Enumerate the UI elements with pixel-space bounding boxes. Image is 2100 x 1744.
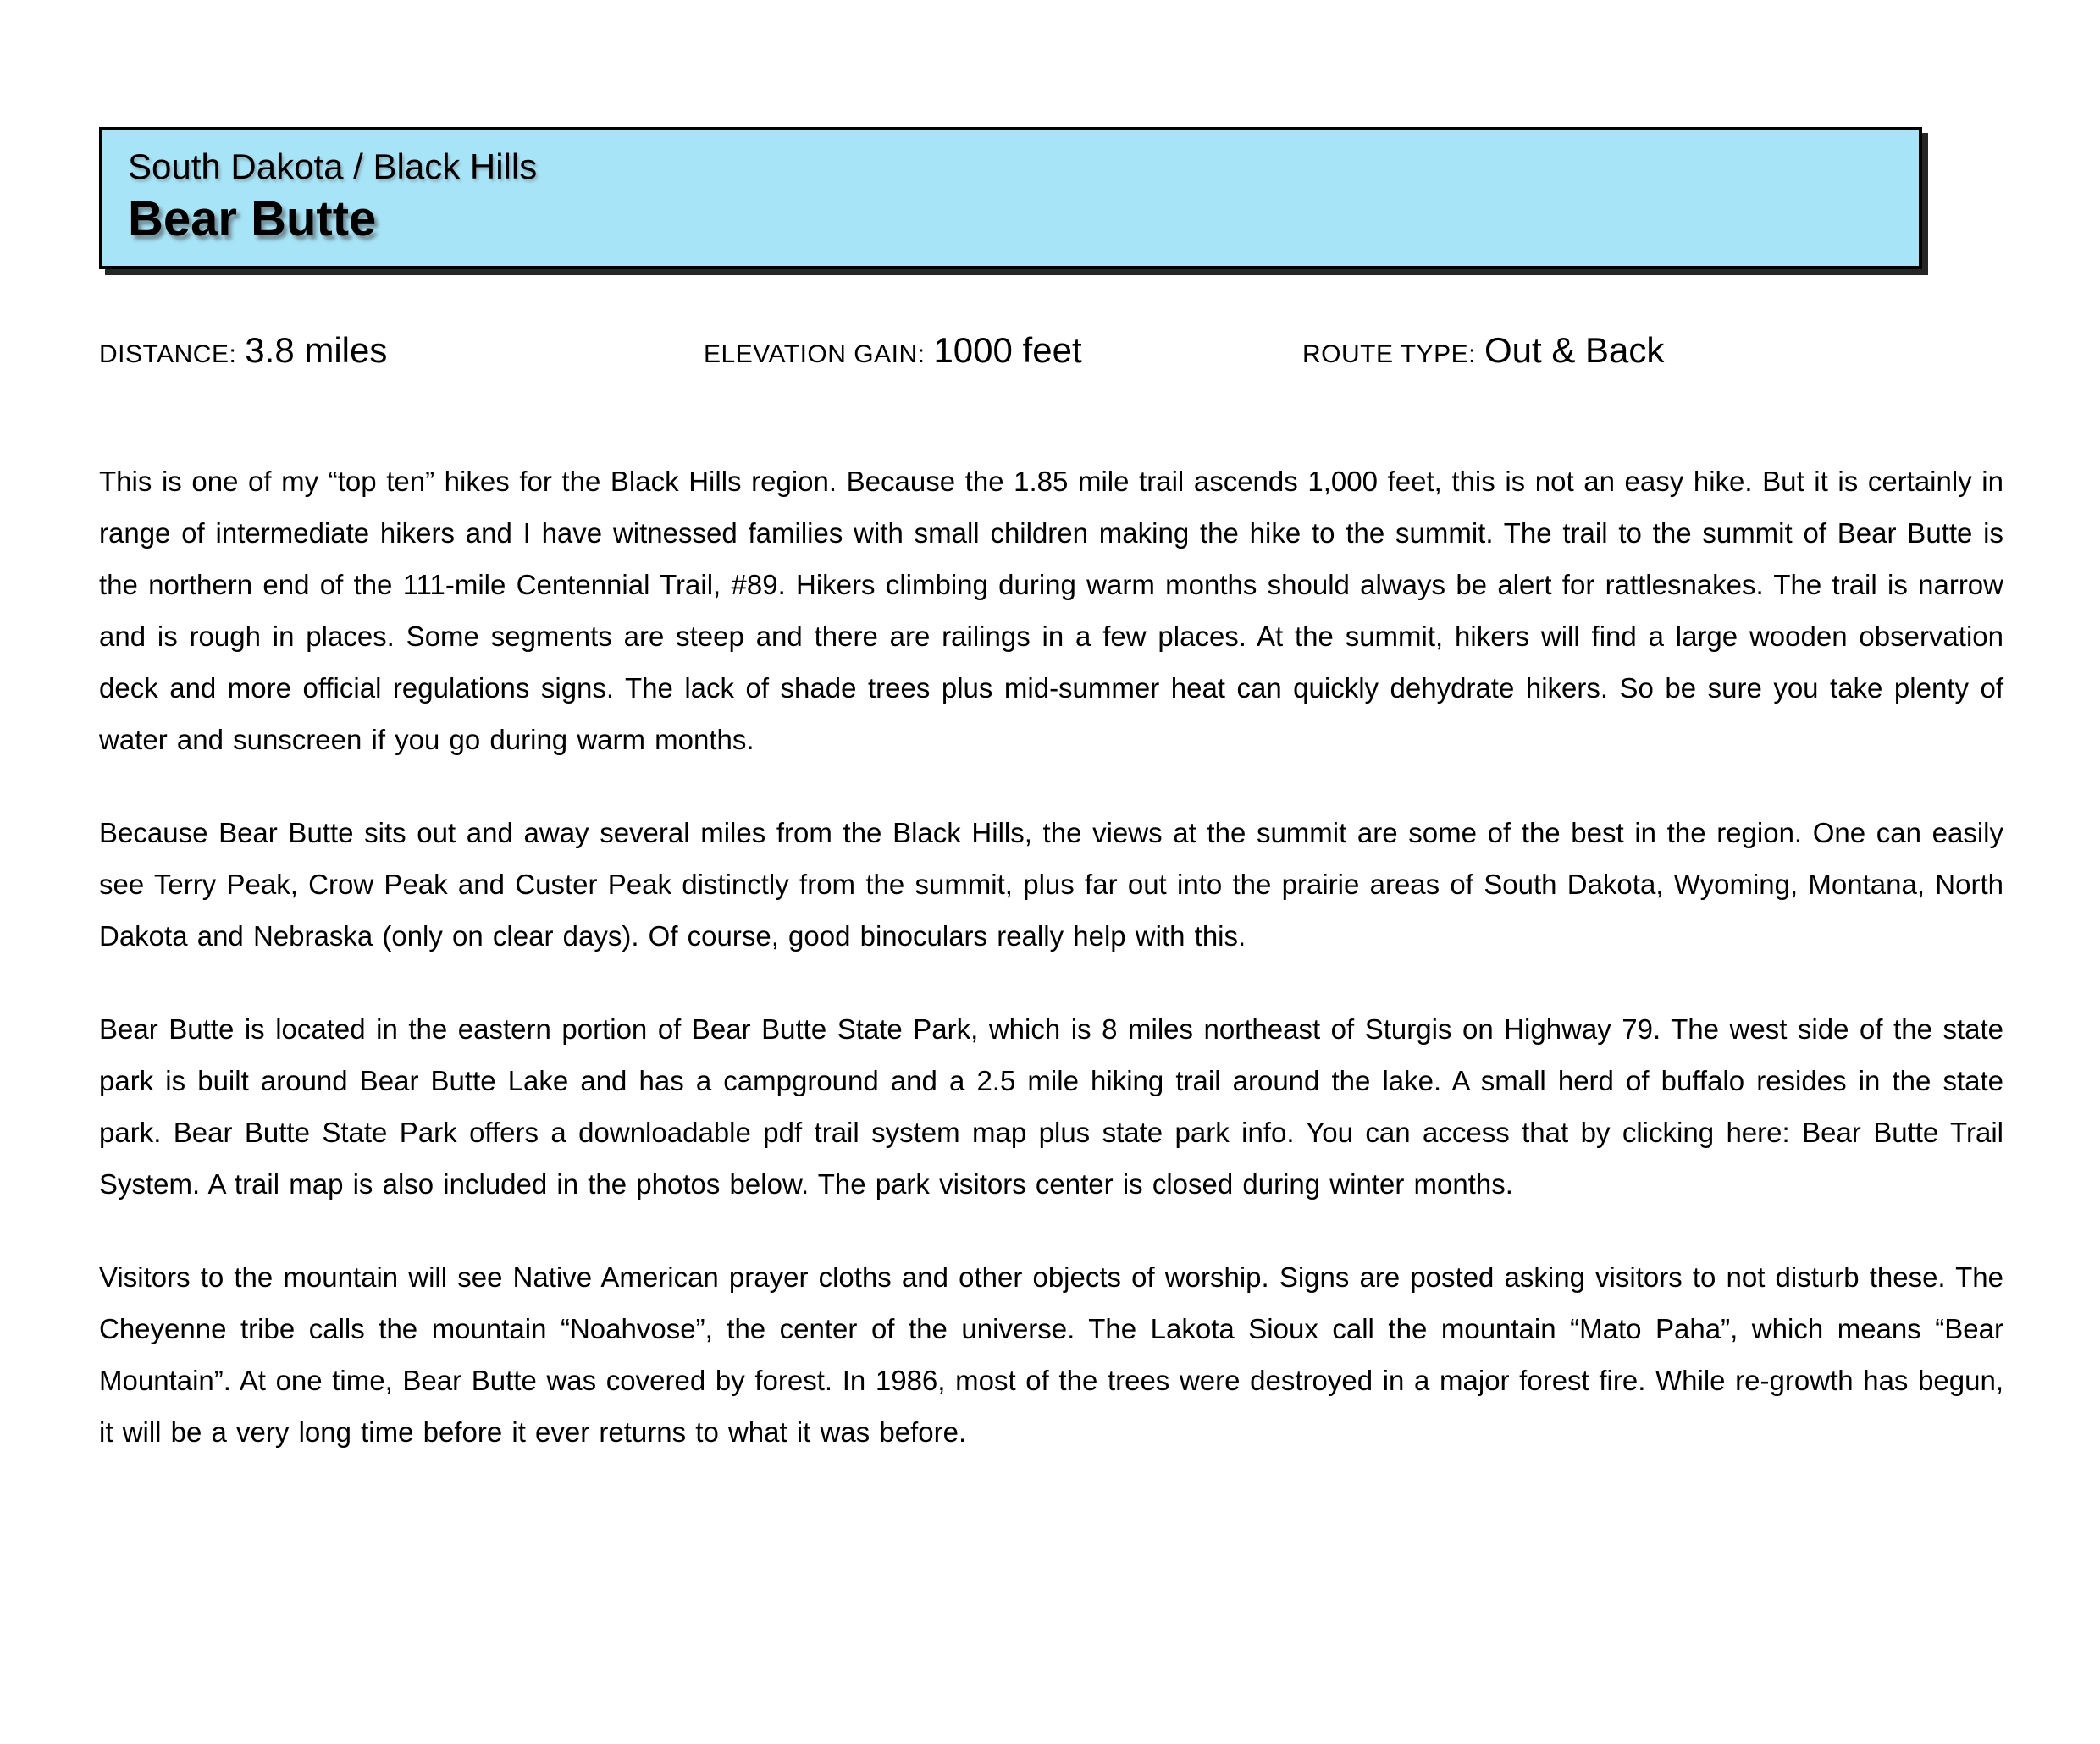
stat-distance-label: DISTANCE:: [99, 340, 237, 368]
stat-route-type: [1302, 330, 2003, 371]
stat-elevation-gain-value: 1000 feet: [933, 330, 1082, 370]
page-title: Bear Butte: [128, 191, 377, 246]
stat-route-type-value: Out & Back: [1484, 330, 1665, 370]
stat-distance-value: 3.8 miles: [245, 330, 388, 370]
paragraph-views: Because Bear Butte sits out and away several miles from the Black Hills, the views at the summit are some of the best in the region. One can easily see Terry Peak, Crow Peak and Custer Peak distinctly from the summit, plus far out into the prairie areas of South Dakota, Wyoming, Montana, North Dakota and Nebraska (only on clear days). Of course, good binoculars really help with this.: [99, 817, 2003, 952]
stat-elevation-gain: [704, 330, 1302, 371]
stats-row: [99, 330, 2003, 371]
paragraph-overview: This is one of my “top ten” hikes for the Black Hills region. Because the 1.85 mile trail ascends 1,000 feet, this is not an easy hike. But it is certainly in range of intermediate hikers and I have witnessed families with small children making the hike to the summit. The trail to the summit of Bear Butte is the northern end of the 111-mile Centennial Trail, #89. Hikers climbing during warm months should always be alert for rattlesnakes. The trail is narrow and is rough in places. Some segments are steep and there are railings in a few places. At the summit, hikers will find a large wooden observation deck and more official regulations signs. The lack of shade trees plus mid-summer heat can quickly dehydrate hikers. So be sure you take plenty of water and sunscreen if you go during warm months.: [99, 466, 2003, 755]
header-box: [99, 127, 1922, 269]
article-body: [99, 455, 2003, 1458]
stat-elevation-gain-label: ELEVATION GAIN:: [704, 340, 926, 368]
paragraph-native-american: Visitors to the mountain will see Native American prayer cloths and other objects of worship. Signs are posted asking visitors to not disturb these. The Cheyenne tribe calls the mountain “Noahvose”, the center of the universe. The Lakota Sioux call the mountain “Mato Paha”, which means “Bear Mountain”. At one time, Bear Butte was covered by forest. In 1986, most of the trees were destroyed in a major forest fire. While re-growth has begun, it will be a very long time before it ever returns to what it was before.: [99, 1261, 2003, 1448]
stat-distance: [99, 330, 704, 371]
stat-route-type-label: ROUTE TYPE:: [1302, 340, 1476, 368]
paragraph-state-park: Bear Butte is located in the eastern portion of Bear Butte State Park, which is 8 miles northeast of Sturgis on Highway 79. The west side of the state park is built around Bear Butte Lake and has a campground and a 2.5 mile hiking trail around the lake. A small herd of buffalo resides in the state park. Bear Butte State Park offers a downloadable pdf trail system map plus state park info. You can access that by clicking here: Bear Butte Trail System. A trail map is also included in the photos below. The park visitors center is closed during winter months.: [99, 1013, 2003, 1200]
region-subtitle: South Dakota / Black Hills: [128, 146, 538, 186]
